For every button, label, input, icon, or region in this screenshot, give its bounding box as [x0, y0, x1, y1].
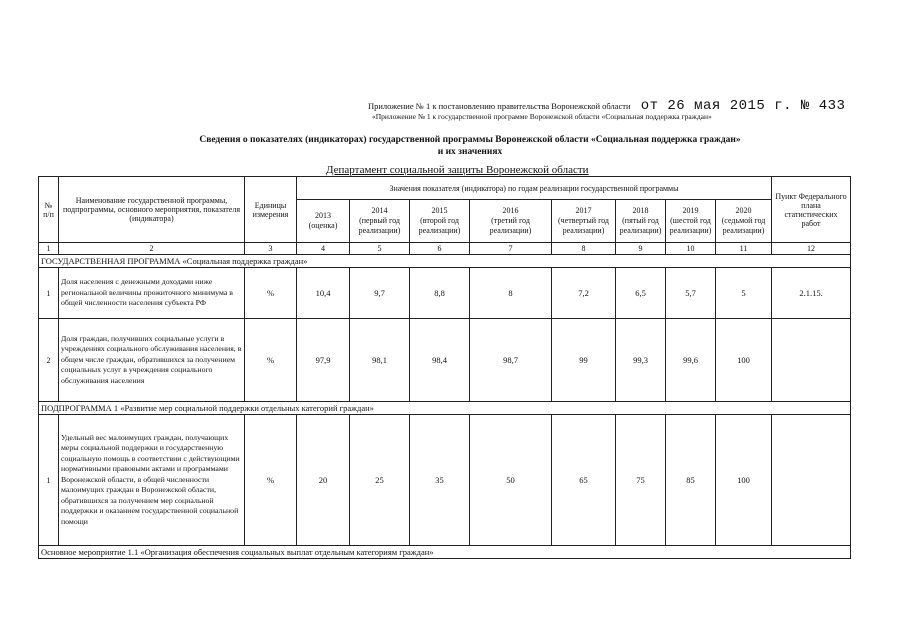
year-header: [470, 200, 552, 243]
fed-plan-cell: 2.1.15.: [772, 268, 851, 319]
col-fed-header: Пункт Федерального плана статистических работ: [772, 177, 851, 243]
unit-cell: %: [245, 268, 297, 319]
value-cell: 9,7: [350, 268, 410, 319]
value-cell: 100: [716, 415, 772, 546]
column-number: 2: [59, 243, 245, 255]
column-number: 4: [297, 243, 350, 255]
col-num-header: № п/п: [39, 177, 59, 243]
year-note: (шестой год реализации): [669, 216, 712, 235]
year-note: (второй год реализации): [418, 216, 461, 235]
indicator-name: Доля населения с денежными доходами ниже региональной величины прожиточного минимума в общей численности населения субъекта РФ: [59, 268, 245, 319]
year-note: (седьмой год реализации): [721, 216, 766, 235]
table-row: [39, 415, 851, 546]
table-row: [39, 268, 851, 319]
indicators-table: [38, 176, 851, 559]
document-title: [150, 134, 790, 158]
year-label: 2018: [632, 206, 649, 215]
header-row: [39, 177, 851, 200]
table-row: [39, 319, 851, 402]
appendix-subline: «Приложение № 1 к государственной программе Воронежской области «Социальная поддержка граждан»: [372, 112, 712, 121]
subprogram-rows: [39, 415, 851, 546]
year-header: [297, 200, 350, 243]
value-cell: 5: [716, 268, 772, 319]
unit-cell: %: [245, 319, 297, 402]
value-cell: 8,8: [410, 268, 470, 319]
year-label: 2013: [315, 211, 331, 220]
col-values-header: Значения показателя (индикатора) по годам реализации государственной программы: [297, 177, 772, 200]
year-header: [616, 200, 666, 243]
year-label: 2014: [371, 206, 388, 215]
unit-cell: %: [245, 415, 297, 546]
value-cell: 100: [716, 319, 772, 402]
column-number: 9: [616, 243, 666, 255]
section-row: [39, 255, 851, 268]
year-note: (третий год реализации): [489, 216, 532, 235]
section-row: [39, 546, 851, 559]
row-number: 1: [39, 268, 59, 319]
decree-stamp: от 26 мая 2015 г. № 433: [640, 98, 846, 114]
year-note: (четвертый год реализации): [558, 216, 609, 235]
value-cell: 85: [666, 415, 716, 546]
row-number: 1: [39, 415, 59, 546]
col-unit-header: Единицы измерения: [245, 177, 297, 243]
column-number: 11: [716, 243, 772, 255]
indicator-name: Удельный вес малоимущих граждан, получающих меры социальной поддержки и государственную социальную помощь в соответствии с действующими нормативными правовыми актами и программами Воронежской области, в общей численности малоимущих граждан в Воронежской области, обратившихся за получением мер социальной поддержки и оказанием государственной социальной помощи: [59, 415, 245, 546]
title-line-2: и их значениях: [437, 147, 503, 157]
value-cell: 99,3: [616, 319, 666, 402]
column-number: 8: [552, 243, 616, 255]
value-cell: 5,7: [666, 268, 716, 319]
column-number: 5: [350, 243, 410, 255]
year-note: (оценка): [308, 221, 338, 230]
year-label: 2015: [431, 206, 448, 215]
value-cell: 50: [470, 415, 552, 546]
year-note: (пятый год реализации): [619, 216, 662, 235]
year-label: 2020: [735, 206, 752, 215]
column-number: 12: [772, 243, 851, 255]
title-line-1: Сведения о показателях (индикаторах) государственной программы Воронежской области «Социальная поддержка граждан»: [199, 135, 741, 145]
column-number: 7: [470, 243, 552, 255]
value-cell: 97,9: [297, 319, 350, 402]
section-activity: Основное мероприятие 1.1 «Организация обеспечения социальных выплат отдельным категориям граждан»: [39, 546, 851, 559]
value-cell: 25: [350, 415, 410, 546]
section-row: [39, 402, 851, 415]
year-header: [666, 200, 716, 243]
value-cell: 99: [552, 319, 616, 402]
value-cell: 98,1: [350, 319, 410, 402]
value-cell: 99,6: [666, 319, 716, 402]
value-cell: 75: [616, 415, 666, 546]
column-number: 10: [666, 243, 716, 255]
row-number: 2: [39, 319, 59, 402]
column-numbers-row: [39, 243, 851, 255]
value-cell: 20: [297, 415, 350, 546]
fed-plan-cell: [772, 319, 851, 402]
value-cell: 7,2: [552, 268, 616, 319]
value-cell: 10,4: [297, 268, 350, 319]
appendix-line: Приложение № 1 к постановлению правительства Воронежской области: [368, 101, 631, 111]
year-label: 2017: [575, 206, 592, 215]
section-program: ГОСУДАРСТВЕННАЯ ПРОГРАММА «Социальная поддержка граждан»: [39, 255, 851, 268]
year-label: 2019: [682, 206, 699, 215]
year-note: (первый год реализации): [358, 216, 401, 235]
value-cell: 98,7: [470, 319, 552, 402]
value-cell: 8: [470, 268, 552, 319]
year-label: 2016: [502, 206, 519, 215]
column-number: 3: [245, 243, 297, 255]
value-cell: 6,5: [616, 268, 666, 319]
year-header: [350, 200, 410, 243]
value-cell: 98,4: [410, 319, 470, 402]
value-cell: 35: [410, 415, 470, 546]
department-name: Департамент социальной защиты Воронежской области: [326, 164, 589, 176]
col-name-header: Наименование государственной программы, подпрограммы, основного мероприятия, показателя (индикатора): [59, 177, 245, 243]
column-number: 6: [410, 243, 470, 255]
value-cell: 65: [552, 415, 616, 546]
program-rows: [39, 268, 851, 402]
section-subprogram: ПОДПРОГРАММА 1 «Развитие мер социальной поддержки отдельных категорий граждан»: [39, 402, 851, 415]
year-header: [410, 200, 470, 243]
fed-plan-cell: [772, 415, 851, 546]
year-header: [716, 200, 772, 243]
year-header: [552, 200, 616, 243]
indicator-name: Доля граждан, получивших социальные услуги в учреждениях социального обслуживания населения, в общем числе граждан, обратившихся за получением социальных услуг в учреждения социального обслуживания населения: [59, 319, 245, 402]
column-number: 1: [39, 243, 59, 255]
